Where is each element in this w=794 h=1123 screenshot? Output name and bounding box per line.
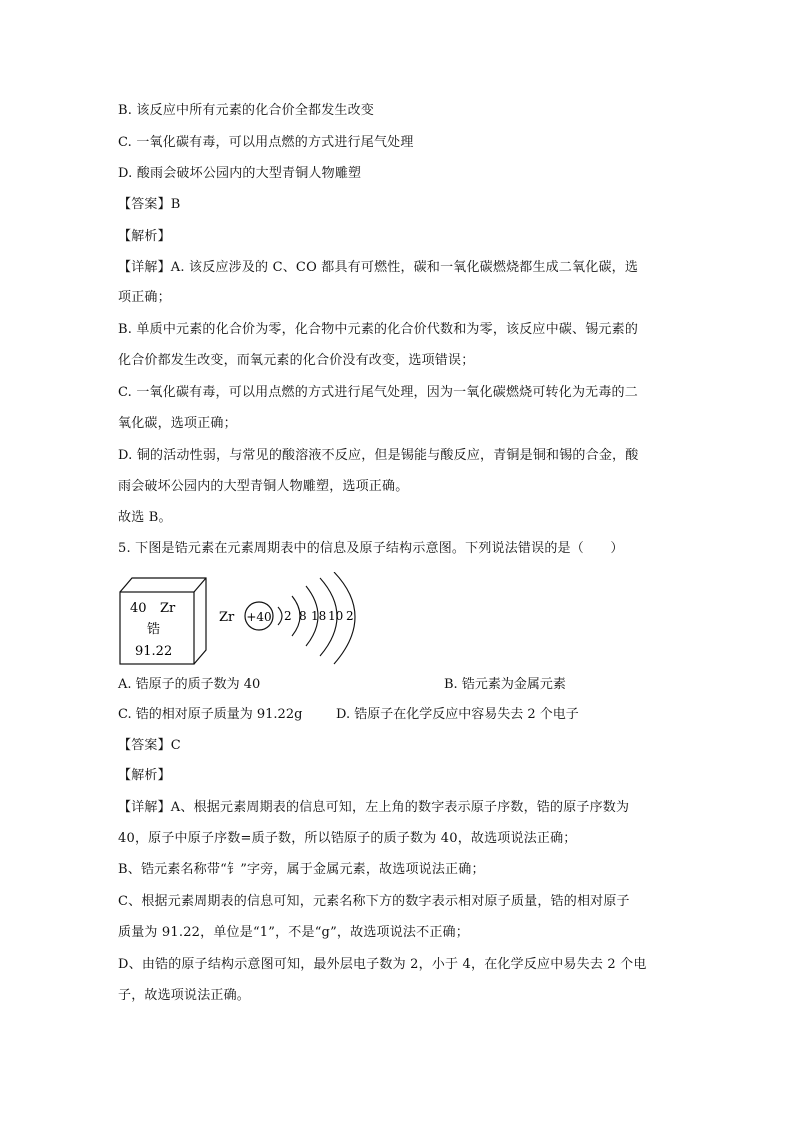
q5-detail-a-line2: 40，原子中原子序数=质子数，所以锆原子的质子数为 40，故选项说法正确；	[118, 831, 577, 846]
q5-answer: 【答案】C	[118, 738, 181, 753]
q4-detail-b-line1: B. 单质中元素的化合价为零，化合物中元素的化合价代数和为零，该反应中碳、锡元素的	[118, 322, 639, 337]
q4-detail-b-line2: 化合价都发生改变，而氧元素的化合价没有改变，选项错误；	[118, 353, 475, 368]
card-element-name: 锆	[147, 622, 161, 637]
q5-detail-d-line1: D、由锆的原子结构示意图可知，最外层电子数为 2，小于 4，在化学反应中易失去 2 个电	[118, 957, 647, 972]
q5-option-a: A. 锆原子的质子数为 40	[118, 677, 261, 692]
q4-conclusion: 故选 B。	[118, 510, 172, 525]
shell-electrons-5: 2	[346, 609, 354, 623]
q4-option-d: D. 酸雨会破坏公园内的大型青铜人物雕塑	[118, 166, 362, 181]
q4-detail-c-line1: C. 一氧化碳有毒，可以用点燃的方式进行尾气处理，因为一氧化碳燃烧可转化为无毒的二	[118, 385, 638, 400]
q5-detail-c-line2: 质量为 91.22，单位是“1”，不是“g”，故选项说法不正确；	[118, 925, 469, 940]
q4-detail-a-line1: 【详解】A. 该反应涉及的 C、CO 都具有可燃性，碳和一氧化碳燃烧都生成二氧化碳，选	[118, 260, 639, 275]
q5-option-d: D. 锆原子在化学反应中容易失去 2 个电子	[336, 707, 579, 722]
shell-electrons-3: 18	[311, 609, 327, 623]
q5-stem: 5. 下图是锆元素在元素周期表中的信息及原子结构示意图。下列说法错误的是（ ）	[118, 541, 624, 556]
q4-detail-d-line2: 雨会破坏公园内的大型青铜人物雕塑，选项正确。	[118, 479, 409, 494]
atomic-structure-diagram	[219, 572, 355, 664]
q4-option-b: B. 该反应中所有元素的化合价全都发生改变	[118, 103, 375, 118]
q5-detail-b: B、锆元素名称带“钅”字旁，属于金属元素，故选项说法正确；	[118, 862, 485, 877]
card-symbol: Zr	[160, 601, 176, 616]
q5-option-c: C. 锆的相对原子质量为 91.22g	[118, 707, 303, 722]
nucleus-charge: +40	[246, 610, 272, 624]
q5-option-b: B. 锆元素为金属元素	[444, 677, 566, 692]
card-atomic-mass: 91.22	[135, 644, 173, 659]
card-atomic-number: 40	[130, 601, 147, 616]
q4-option-c: C. 一氧化碳有毒，可以用点燃的方式进行尾气处理	[118, 135, 414, 150]
q5-detail-d-line2: 子，故选项说法正确。	[118, 988, 251, 1003]
diagram-symbol: Zr	[219, 610, 235, 625]
shell-electrons-1: 2	[284, 609, 292, 623]
q5-detail-a-line1: 【详解】A、根据元素周期表的信息可知，左上角的数字表示原子序数，锆的原子序数为	[118, 800, 630, 815]
shell-electrons-4: 10	[328, 609, 344, 623]
shell-electrons-2: 8	[299, 609, 307, 623]
q5-detail-c-line1: C、根据元素周期表的信息可知，元素名称下方的数字表示相对原子质量，锆的相对原子	[118, 894, 630, 909]
q5-analysis-heading: 【解析】	[118, 768, 171, 783]
q4-analysis-heading: 【解析】	[118, 229, 171, 244]
zirconium-figure	[118, 572, 378, 672]
q4-detail-c-line2: 氧化碳，选项正确；	[118, 416, 237, 431]
shell-arc-1	[278, 607, 282, 625]
q4-detail-a-line2: 项正确；	[118, 290, 171, 305]
q4-detail-d-line1: D. 铜的活动性弱，与常见的酸溶液不反应，但是锡能与酸反应，青铜是铜和锡的合金，酸	[118, 448, 639, 463]
q4-answer: 【答案】B	[118, 197, 181, 212]
periodic-table-card	[120, 578, 206, 664]
zirconium-figure-svg	[118, 572, 378, 672]
